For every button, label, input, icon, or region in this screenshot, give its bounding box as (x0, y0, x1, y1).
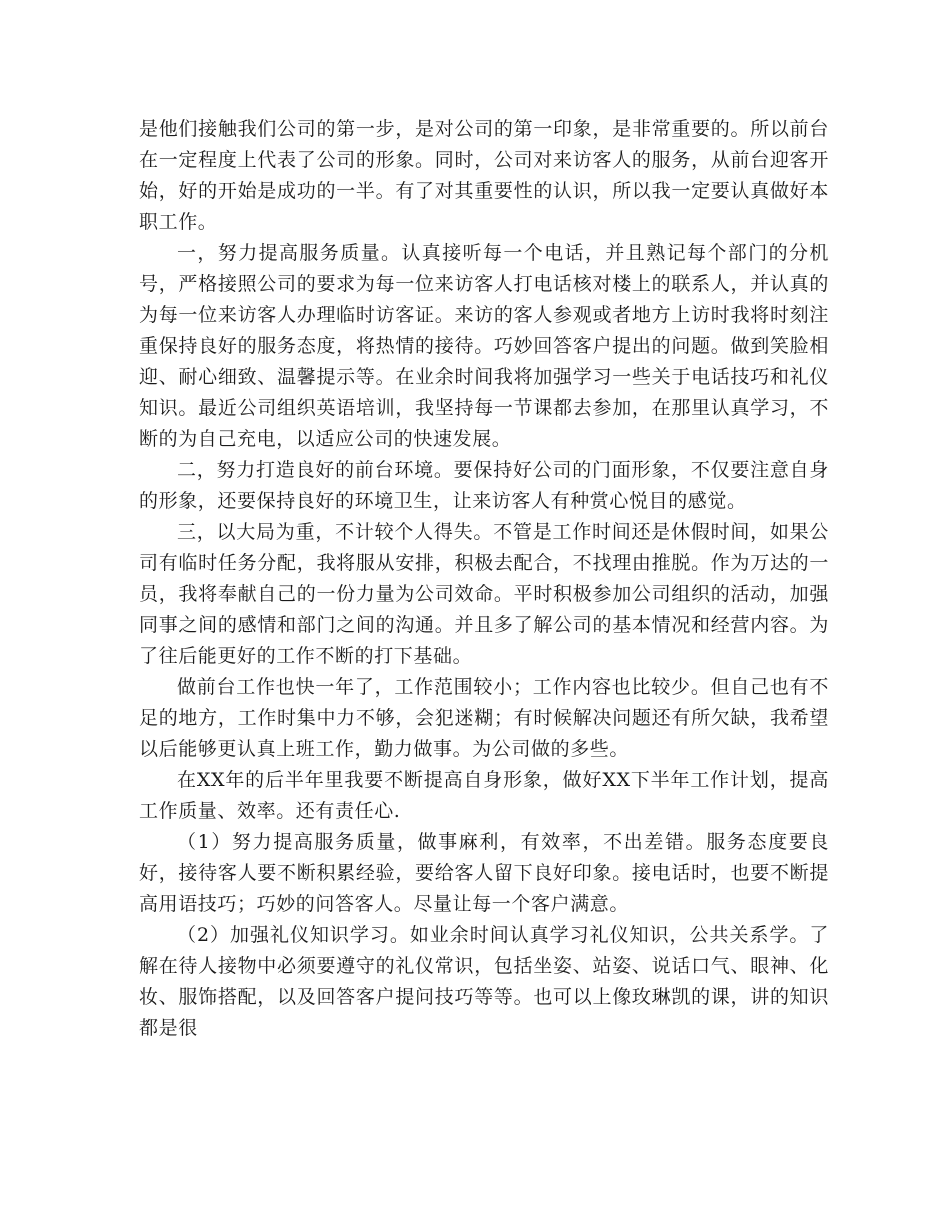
paragraph-7: （1）努力提高服务质量，做事麻利，有效率，不出差错。服务态度要良好，接待客人要不断积累经验，要给客人留下良好印象。接电话时，也要不断提高用语技巧；巧妙的问答客人。尽量让每一个客户满意。 (139, 831, 829, 915)
paragraph-6: 在XX年的后半年里我要不断提高自身形象，做好XX下半年工作计划，提高工作质量、效率。还有责任心. (139, 769, 829, 822)
paragraph-1: 是他们接触我们公司的第一步，是对公司的第一印象，是非常重要的。所以前台在一定程度上代表了公司的形象。同时，公司对来访客人的服务，从前台迎客开始，好的开始是成功的一半。有了对其重要性的认识，所以我一定要认真做好本职工作。 (139, 118, 829, 233)
paragraph-3: 二，努力打造良好的前台环境。要保持好公司的门面形象，不仅要注意自身的形象，还要保持良好的环境卫生，让来访客人有种赏心悦目的感觉。 (139, 459, 829, 512)
document-body (139, 114, 829, 1044)
paragraph-5: 做前台工作也快一年了，工作范围较小；工作内容也比较少。但自己也有不足的地方，工作时集中力不够，会犯迷糊；有时候解决问题还有所欠缺，我希望以后能够更认真上班工作，勤力做事。为公司做的多些。 (139, 676, 829, 760)
paragraph-2: 一，努力提高服务质量。认真接听每一个电话，并且熟记每个部门的分机号，严格接照公司的要求为每一位来访客人打电话核对楼上的联系人，并认真的为每一位来访客人办理临时访客证。来访的客人参观或者地方上访时我将时刻注重保持良好的服务态度，将热情的接待。巧妙回答客户提出的问题。做到笑脸相迎、耐心细致、温馨提示等。在业余时间我将加强学习一些关于电话技巧和礼仪知识。最近公司组织英语培训，我坚持每一节课都去参加，在那里认真学习，不断的为自己充电，以适应公司的快速发展。 (139, 242, 829, 450)
paragraph-4: 三，以大局为重，不计较个人得失。不管是工作时间还是休假时间，如果公司有临时任务分配，我将服从安排，积极去配合，不找理由推脱。作为万达的一员，我将奉献自己的一份力量为公司效命。平时积极参加公司组织的活动，加强同事之间的感情和部门之间的沟通。并且多了解公司的基本情况和经营内容。为了往后能更好的工作不断的打下基础。 (139, 521, 829, 667)
paragraph-8: （2）加强礼仪知识学习。如业余时间认真学习礼仪知识，公共关系学。了解在待人接物中必须要遵守的礼仪常识，包括坐姿、站姿、说话口气、眼神、化妆、服饰搭配，以及回答客户提问技巧等等。也可以上像玫琳凯的课，讲的知识都是很 (139, 924, 829, 1039)
